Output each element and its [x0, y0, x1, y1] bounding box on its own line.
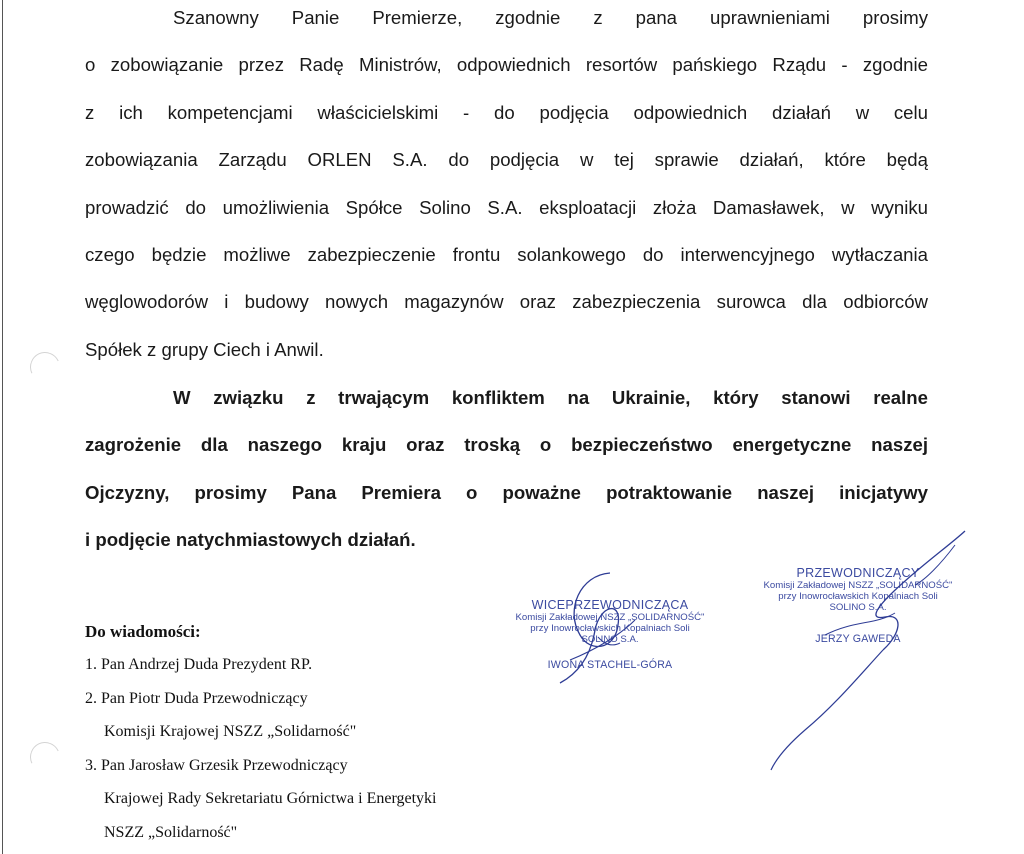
- text-line: i podjęcie natychmiastowych działań.: [85, 529, 416, 551]
- text-line: z ich kompetencjami właścicielskimi - do podjęcia odpowiednich działań w celu: [85, 101, 928, 123]
- stamp-line: przy Inowrocławskich Kopalniach Soli: [778, 591, 938, 602]
- punch-hole-mark: [26, 348, 64, 386]
- stamp-title: WICEPRZEWODNICZĄCA: [531, 598, 689, 612]
- cc-list-item-continuation: Komisji Krajowej NSZZ „Solidarność": [104, 723, 357, 740]
- stamp-line: przy Inowrocławskich Kopalniach Soli: [530, 623, 690, 634]
- cc-list-item-continuation: Krajowej Rady Sekretariatu Górnictwa i Energetyki: [104, 790, 437, 807]
- cc-list-item: 3. Pan Jarosław Grzesik Przewodniczący: [85, 756, 348, 774]
- stamp-line: Komisji Zakładowej NSZZ „SOLIDARNOŚĆ": [763, 580, 953, 591]
- cc-list-item: 1. Pan Andrzej Duda Prezydent RP.: [85, 656, 313, 673]
- text-line: Ojczyzny, prosimy Pana Premiera o poważne potraktowanie naszej inicjatywy: [85, 481, 928, 503]
- cc-list-item: 2. Pan Piotr Duda Przewodniczący: [85, 689, 308, 707]
- text-line: prowadzić do umożliwienia Spółce Solino S.A. eksploatacji złoża Damasławek, w wyniku: [85, 196, 928, 218]
- stamp-title: PRZEWODNICZĄCY: [796, 566, 920, 580]
- stamp-line: Komisji Zakładowej NSZZ „SOLIDARNOŚĆ": [515, 612, 705, 623]
- text-line: węglowodorów i budowy nowych magazynów oraz zabezpieczenia surowca dla odbiorców: [85, 291, 928, 313]
- stamp-name: JERZY GAWEDA: [815, 633, 901, 645]
- text-line: Szanowny Panie Premierze, zgodnie z pana uprawnieniami prosimy: [173, 7, 928, 28]
- letter-paragraph-request: [85, 0, 928, 373]
- stamp-chair: [742, 566, 974, 645]
- text-line: W związku z trwającym konfliktem na Ukrainie, który stanowi realne: [173, 387, 928, 408]
- stamp-name: IWONA STACHEL-GÓRA: [547, 659, 673, 671]
- text-line: o zobowiązanie przez Radę Ministrów, odpowiednich resortów pańskiego Rządu - zgodnie: [85, 54, 928, 76]
- text-line: Spółek z grupy Ciech i Anwil.: [85, 338, 324, 360]
- stamp-line: SOLINO S.A.: [829, 602, 887, 613]
- text-line: czego będzie możliwe zabezpieczenie frontu solankowego do interwencyjnego wytłaczania: [85, 243, 928, 265]
- cc-heading: Do wiadomości:: [85, 622, 201, 641]
- punch-hole-mark: [26, 738, 64, 776]
- text-line: zobowiązania Zarządu ORLEN S.A. do podjęcia w tej sprawie działań, które będą: [85, 149, 928, 171]
- text-line: zagrożenie dla naszego kraju oraz troską o bezpieczeństwo energetyczne naszej: [85, 434, 928, 456]
- stamp-line: SOLINO S.A.: [581, 634, 639, 645]
- letter-paragraph-conclusion: [85, 374, 928, 564]
- stamp-vice-chair: [492, 598, 728, 671]
- cc-section: [85, 622, 436, 849]
- cc-list-item-continuation: NSZZ „Solidarność": [104, 823, 238, 841]
- page-edge-line: [2, 0, 3, 854]
